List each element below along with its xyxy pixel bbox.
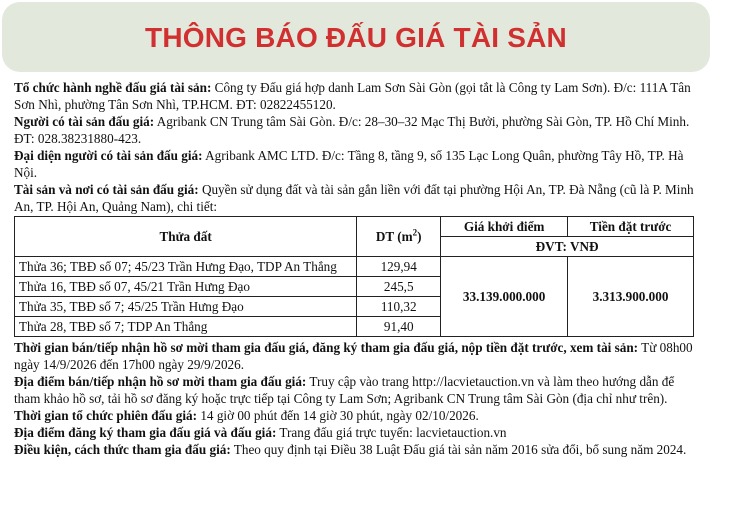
- paragraph-label: Tài sản và nơi có tài sản đấu giá:: [14, 182, 199, 197]
- paragraph-label: Đại diện người có tài sản đấu giá:: [14, 148, 203, 163]
- auction-time: [14, 407, 694, 424]
- header-parcel: Thửa đất: [15, 217, 357, 257]
- paragraph-text: Agribank CN Trung tâm Sài Gòn. Đ/c: 28–30–32 Mạc Thị Bưởi, phường Sài Gòn, TP. Hồ Chí Minh. ĐT: 028.38231880-423.: [14, 114, 690, 146]
- deposit-cell: 3.313.900.000: [568, 257, 694, 337]
- notice-body: [14, 79, 694, 458]
- header-deposit: Tiền đặt trước: [568, 217, 694, 237]
- paragraph-label: Địa điểm bán/tiếp nhận hồ sơ mời tham gia đấu giá:: [14, 374, 307, 389]
- table-row: [15, 257, 694, 277]
- paragraph-text: Truy cập vào trang http://lacvietauction.vn và làm theo hướng dẫn để tham khảo hồ sơ, tải hồ sơ đăng ký hoặc trực tiếp tại Công ty Lam Sơn; Agribank CN Trung tâm Sài Gòn (địa chỉ như trên).: [14, 374, 675, 406]
- registration-period: [14, 339, 694, 373]
- participation-conditions: [14, 441, 694, 458]
- auction-venue: [14, 424, 694, 441]
- title-banner: [2, 2, 710, 72]
- parcel-cell: Thửa 35, TBĐ số 7; 45/25 Trần Hưng Đạo: [15, 297, 357, 317]
- paragraph-label: Tổ chức hành nghề đấu giá tài sản:: [14, 80, 212, 95]
- paragraph-label: Thời gian tổ chức phiên đấu giá:: [14, 408, 198, 423]
- table-header-row: [15, 217, 694, 237]
- header-area-close: ): [417, 229, 422, 244]
- asset-location: [14, 181, 694, 215]
- asset-owner: [14, 113, 694, 147]
- owner-representative: [14, 147, 694, 181]
- header-area-text: DT (m: [375, 229, 413, 244]
- auction-organizer: [14, 79, 694, 113]
- area-cell: 91,40: [357, 317, 441, 337]
- paragraph-text: Trang đấu giá trực tuyến: lacvietauction.vn: [276, 425, 507, 440]
- parcel-cell: Thửa 28, TBĐ số 7; TDP An Thắng: [15, 317, 357, 337]
- paragraph-label: Thời gian bán/tiếp nhận hồ sơ mời tham gia đấu giá, đăng ký tham gia đấu giá, nộp tiền đặt trước, xem tài sản:: [14, 340, 639, 355]
- paragraph-text: 14 giờ 00 phút đến 14 giờ 30 phút, ngày 02/10/2026.: [197, 408, 479, 423]
- paragraph-text: Quyền sử dụng đất và tài sản gắn liền với đất tại phường Hội An, TP. Đà Nẵng (cũ là P. Minh An, TP. Hội An, Quảng Nam), chi tiết:: [14, 182, 694, 214]
- paragraph-label: Người có tài sản đấu giá:: [14, 114, 155, 129]
- header-area-sup: 2: [412, 227, 418, 238]
- paragraph-text: Theo quy định tại Điều 38 Luật Đấu giá tài sản năm 2016 sửa đổi, bổ sung năm 2024.: [230, 442, 687, 457]
- area-cell: 129,94: [357, 257, 441, 277]
- paragraph-text: Agribank AMC LTD. Đ/c: Tầng 8, tầng 9, số 135 Lạc Long Quân, phường Tây Hồ, TP. Hà Nội.: [14, 148, 684, 180]
- starting-price-cell: 33.139.000.000: [441, 257, 568, 337]
- paragraph-text: Từ 08h00 ngày 14/9/2026 đến 17h00 ngày 29/9/2026.: [14, 340, 693, 372]
- paragraph-text: Công ty Đấu giá hợp danh Lam Sơn Sài Gòn (gọi tắt là Công ty Lam Sơn). Đ/c: 111A Tân Sơn Nhì, phường Tân Sơn Nhì, TP.HCM. ĐT: 02822455120.: [14, 80, 691, 112]
- parcel-cell: Thửa 16, TBĐ số 07, 45/21 Trần Hưng Đạo: [15, 277, 357, 297]
- paragraph-label: Điều kiện, cách thức tham gia đấu giá:: [14, 442, 231, 457]
- parcel-cell: Thửa 36; TBĐ số 07; 45/23 Trần Hưng Đạo, TDP An Thắng: [15, 257, 357, 277]
- registration-location: [14, 373, 694, 407]
- asset-table: [14, 216, 694, 337]
- header-area: [357, 217, 441, 257]
- currency-unit: ĐVT: VNĐ: [441, 237, 694, 257]
- page-title: THÔNG BÁO ĐẤU GIÁ TÀI SẢN: [145, 21, 567, 53]
- area-cell: 110,32: [357, 297, 441, 317]
- area-cell: 245,5: [357, 277, 441, 297]
- paragraph-label: Địa điểm đăng ký tham gia đấu giá và đấu giá:: [14, 425, 277, 440]
- header-starting-price: Giá khởi điểm: [441, 217, 568, 237]
